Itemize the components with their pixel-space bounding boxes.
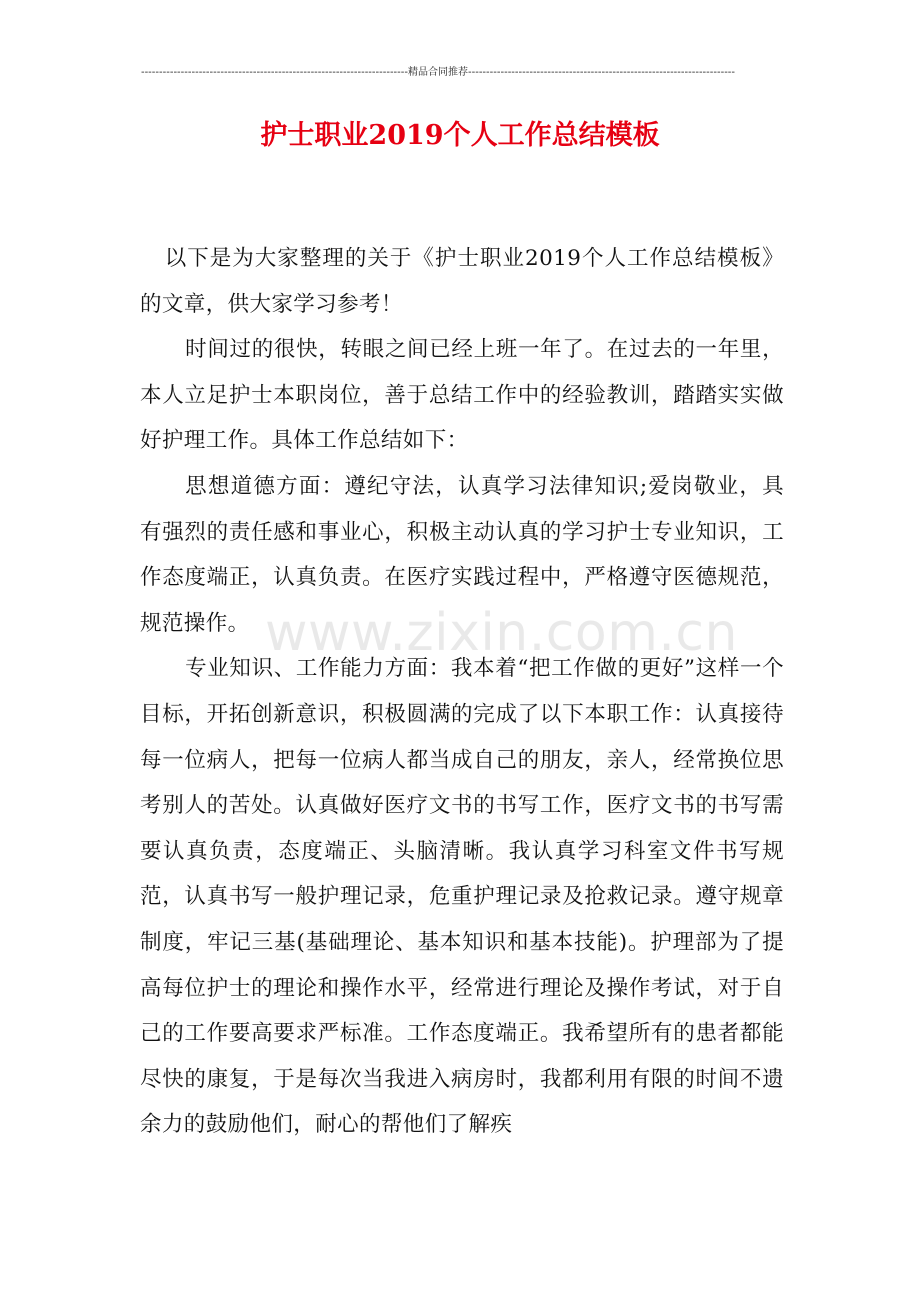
body-paragraph: 时间过的很快，转眼之间已经上班一年了。在过去的一年里，本人立足护士本职岗位，善于总结工作中的经验教训，踏踏实实做好护理工作。具体工作总结如下：	[140, 337, 784, 454]
intro-paragraph: 以下是为大家整理的关于《护士职业2019个人工作总结模板》的文章，供大家学习参考！	[140, 246, 784, 317]
watermark: www.zixin.com.cn	[265, 603, 738, 663]
header-dashes-right: --------------------------------------------------------------------------	[468, 67, 736, 78]
header-label: 精品合同推荐	[408, 67, 468, 78]
header-banner	[140, 66, 736, 80]
body-paragraph: 专业知识、工作能力方面：我本着“把工作做的更好”这样一个目标，开拓创新意识，积极圆满的完成了以下本职工作：认真接待每一位病人，把每一位病人都当成自己的朋友，亲人，经常换位思考别人的苦处。认真做好医疗文书的书写工作，医疗文书的书写需要认真负责，态度端正、头脑清晰。我认真学习科室文件书写规范，认真书写一般护理记录，危重护理记录及抢救记录。遵守规章制度，牢记三基(基础理论、基本知识和基本技能)。护理部为了提高每位护士的理论和操作水平，经常进行理论及操作考试，对于自己的工作要高要求严标准。工作态度端正。我希望所有的患者都能尽快的康复，于是每次当我进入病房时，我都利用有限的时间不遗余力的鼓励他们，耐心的帮他们了解疾	[140, 656, 784, 1138]
header-dashes-left: --------------------------------------------------------------------------	[140, 67, 408, 78]
document-title: 护士职业2019个人工作总结模板	[260, 120, 660, 151]
body-paragraph: 思想道德方面：遵纪守法，认真学习法律知识;爱岗敬业，具有强烈的责任感和事业心，积极主动认真的学习护士专业知识，工作态度端正，认真负责。在医疗实践过程中，严格遵守医德规范，规范操作。	[140, 473, 784, 636]
document-body	[140, 236, 784, 1148]
